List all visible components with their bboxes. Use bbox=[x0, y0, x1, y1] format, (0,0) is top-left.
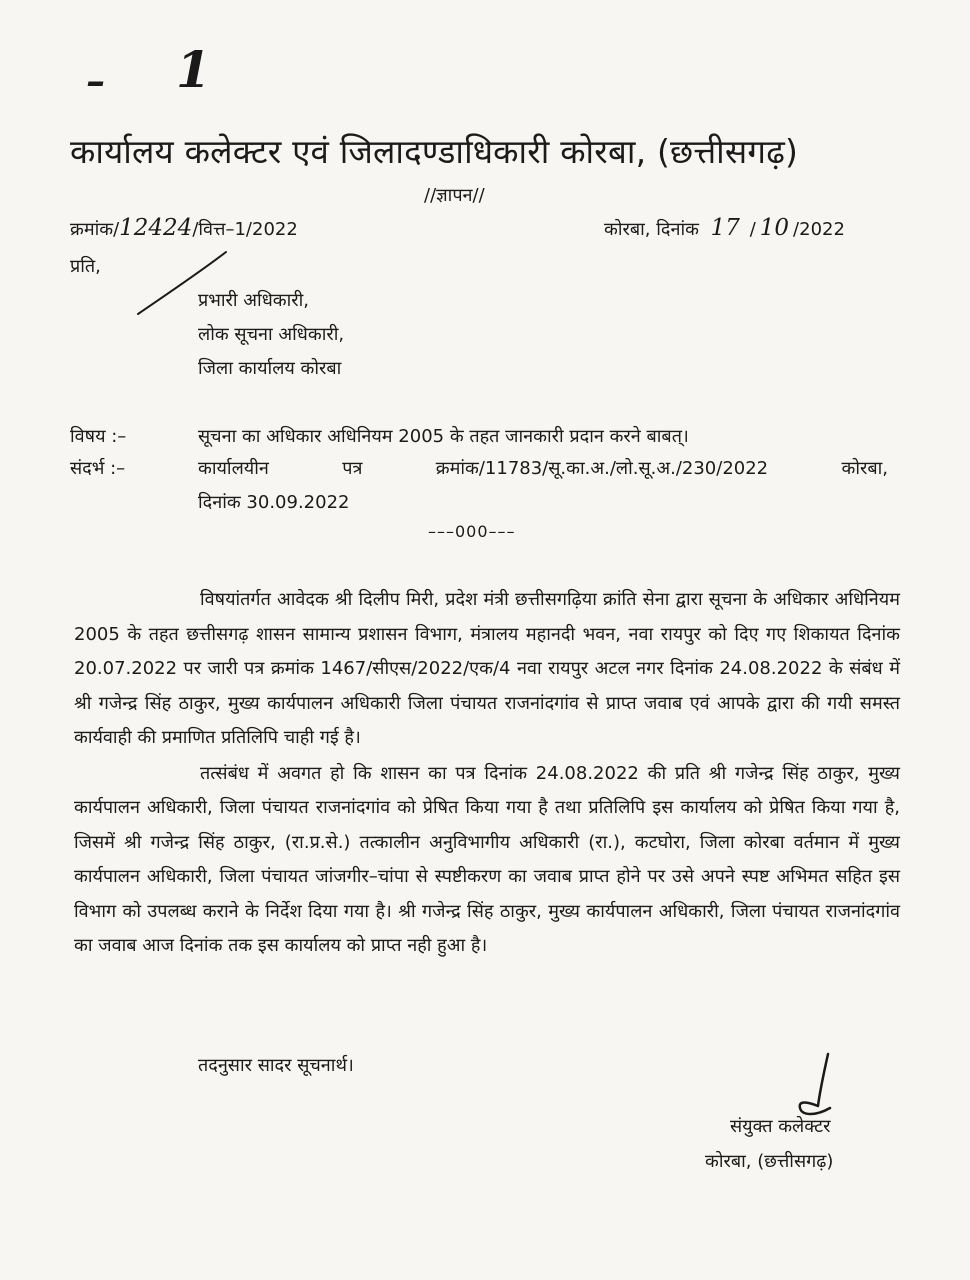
subject-text: सूचना का अधिकार अधिनियम 2005 के तहत जानकारी प्रदान करने बाबत्। bbox=[198, 426, 689, 447]
date-day-handwritten: 17 bbox=[710, 215, 740, 241]
margin-number-mark: 1 bbox=[176, 40, 211, 99]
signatory-title: संयुक्त कलेक्टर bbox=[730, 1116, 831, 1137]
reference-suffix: /वित्त–1/2022 bbox=[192, 219, 298, 240]
sandarbh-line-2: दिनांक 30.09.2022 bbox=[198, 492, 350, 513]
date-prefix: कोरबा, दिनांक bbox=[604, 219, 699, 240]
recipient-line-2: लोक सूचना अधिकारी, bbox=[198, 324, 345, 345]
signature-scribble bbox=[790, 1050, 850, 1120]
body-paragraph-1: विषयांतर्गत आवेदक श्री दिलीप मिरी, प्रदेश मंत्री छत्तीसगढ़िया क्रांति सेना द्वारा सूचना के अधिकार अधिनियम 2005 के तहत छत्तीसगढ़ शासन सामान्य प्रशासन विभाग, मंत्रालय महानदी भवन, नवा रायपुर को दिए गए शिकायत दिनांक 20.07.2022 पर जारी पत्र क्रमांक 1467/सीएस/2022/एक/4 नवा रायपुर अटल नगर दिनांक 24.08.2022 के संबंध में श्री गजेन्द्र सिंह ठाकुर, मुख्य कार्यपालन अधिकारी जिला पंचायत राजनांदगांव से प्राप्त जवाब एवं आपके द्वारा की गयी समस्त कार्यवाही की प्रमाणित प्रतिलिपि चाही गई है। bbox=[74, 589, 900, 748]
recipient-line-3: जिला कार्यालय कोरबा bbox=[198, 358, 342, 379]
reference-number-handwritten: 12424 bbox=[119, 215, 193, 241]
prati-label: प्रति, bbox=[70, 256, 101, 277]
section-separator: –––000––– bbox=[428, 522, 516, 541]
subject-label: विषय :– bbox=[70, 426, 127, 447]
reference-prefix: क्रमांक/ bbox=[70, 219, 120, 240]
recipient-line-1: प्रभारी अधिकारी, bbox=[198, 290, 310, 311]
memo-label: //ज्ञापन// bbox=[424, 185, 485, 206]
reference-number bbox=[70, 215, 298, 241]
margin-dash-mark: – bbox=[86, 58, 105, 103]
sandarbh-label: संदर्भ :– bbox=[70, 458, 126, 479]
date-year: /2022 bbox=[793, 219, 845, 240]
closing-line: तदनुसार सादर सूचनार्थ। bbox=[198, 1055, 354, 1076]
sandarbh-line-1: कार्यालयीन पत्र क्रमांक/11783/सू.का.अ./लो.सू.अ./230/2022 कोरबा, bbox=[198, 458, 888, 479]
letter-body bbox=[74, 583, 900, 964]
office-heading: कार्यालय कलेक्टर एवं जिलादण्डाधिकारी कोरबा, (छत्तीसगढ़) bbox=[70, 132, 799, 171]
body-paragraph-2: तत्संबंध में अवगत हो कि शासन का पत्र दिनांक 24.08.2022 की प्रति श्री गजेन्द्र सिंह ठाकुर, मुख्य कार्यपालन अधिकारी, जिला पंचायत राजनांदगांव को प्रेषित किया गया है तथा प्रतिलिपि इस कार्यालय को प्रेषित किया गया है, जिसमें श्री गजेन्द्र सिंह ठाकुर, (रा.प्र.से.) तत्कालीन अनुविभागीय अधिकारी (रा.), कटघोरा, जिला कोरबा वर्तमान में मुख्य कार्यपालन अधिकारी, जिला पंचायत जांजगीर–चांपा से स्पष्टीकरण का जवाब प्राप्त होने पर उसे अपने स्पष्ट अभिमत सहित इस विभाग को उपलब्ध कराने के निर्देश दिया गया है। श्री गजेन्द्र सिंह ठाकुर, मुख्य कार्यपालन अधिकारी, जिला पंचायत राजनांदगांव का जवाब आज दिनांक तक इस कार्यालय को प्राप्त नही हुआ है। bbox=[74, 762, 900, 956]
date-month-handwritten: 10 bbox=[759, 215, 790, 241]
signatory-place: कोरबा, (छत्तीसगढ़) bbox=[705, 1151, 834, 1172]
date-separator: / bbox=[749, 219, 756, 240]
issue-date bbox=[604, 215, 845, 241]
